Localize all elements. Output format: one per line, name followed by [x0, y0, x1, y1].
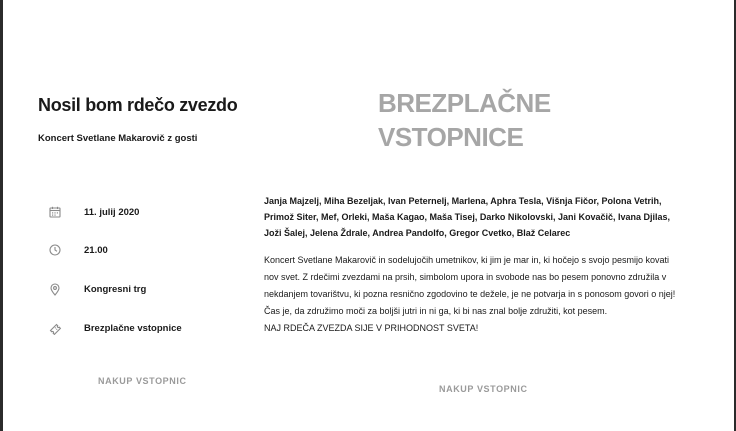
- event-date: 11. julij 2020: [84, 206, 140, 218]
- event-description: Koncert Svetlane Makarovič in sodelujočih umetnikov, ki jim je mar in, ki hočejo s svojo pesmijo kovati nov svet. Z rdečimi zvezdami na prsih, simbolom upora in svobode nas bo pesem ponovno združila v nekdanjem tovarištvu, ki pozna resnično zgodovino te dežele, je ne potvarja in s ponosom govori o njej! Čas je, da združimo moči za boljši jutri in ni ga, ki bi nas znal bolje združiti, kot pesem.: [264, 255, 676, 316]
- event-time-row: [48, 242, 108, 258]
- event-title: Nosil bom rdečo zvezdo: [38, 95, 238, 115]
- performers-list: Janja Majzelj, Miha Bezeljak, Ivan Peternelj, Marlena, Aphra Tesla, Višnja Fičor, Polona Vetrih, Primož Siter, Mef, Orleki, Maša Kagao, Maša Tisej, Darko Nikolovski, Jani Kovačič, Ivana Djilas, Joži Šalej, Jelena Ždrale, Andrea Pandolfo, Gregor Cvetko, Blaž Celarec: [264, 196, 671, 238]
- event-tickets-row: [48, 320, 182, 336]
- event-location: Kongresni trg: [84, 283, 147, 295]
- event-time: 21.00: [84, 244, 108, 256]
- calendar-icon: [48, 205, 62, 219]
- promo-line-1: BREZPLAČNE: [378, 88, 551, 118]
- event-date-row: [48, 204, 140, 220]
- promo-line-2: VSTOPNICE: [378, 122, 524, 152]
- buy-tickets-button-left[interactable]: NAKUP VSTOPNIC: [98, 376, 187, 386]
- window-frame-left: [0, 0, 3, 431]
- free-tickets-banner: [378, 86, 551, 154]
- event-location-row: [48, 281, 147, 297]
- location-pin-icon: [48, 282, 62, 296]
- buy-tickets-button-right[interactable]: NAKUP VSTOPNIC: [439, 384, 528, 394]
- clock-icon: [48, 243, 62, 257]
- event-tickets: Brezplačne vstopnice: [84, 322, 182, 334]
- event-subtitle: Koncert Svetlane Makarovič z gosti: [38, 133, 198, 144]
- ticket-icon: [48, 321, 62, 335]
- event-slogan: NAJ RDEČA ZVEZDA SIJE V PRIHODNOST SVETA!: [264, 323, 479, 333]
